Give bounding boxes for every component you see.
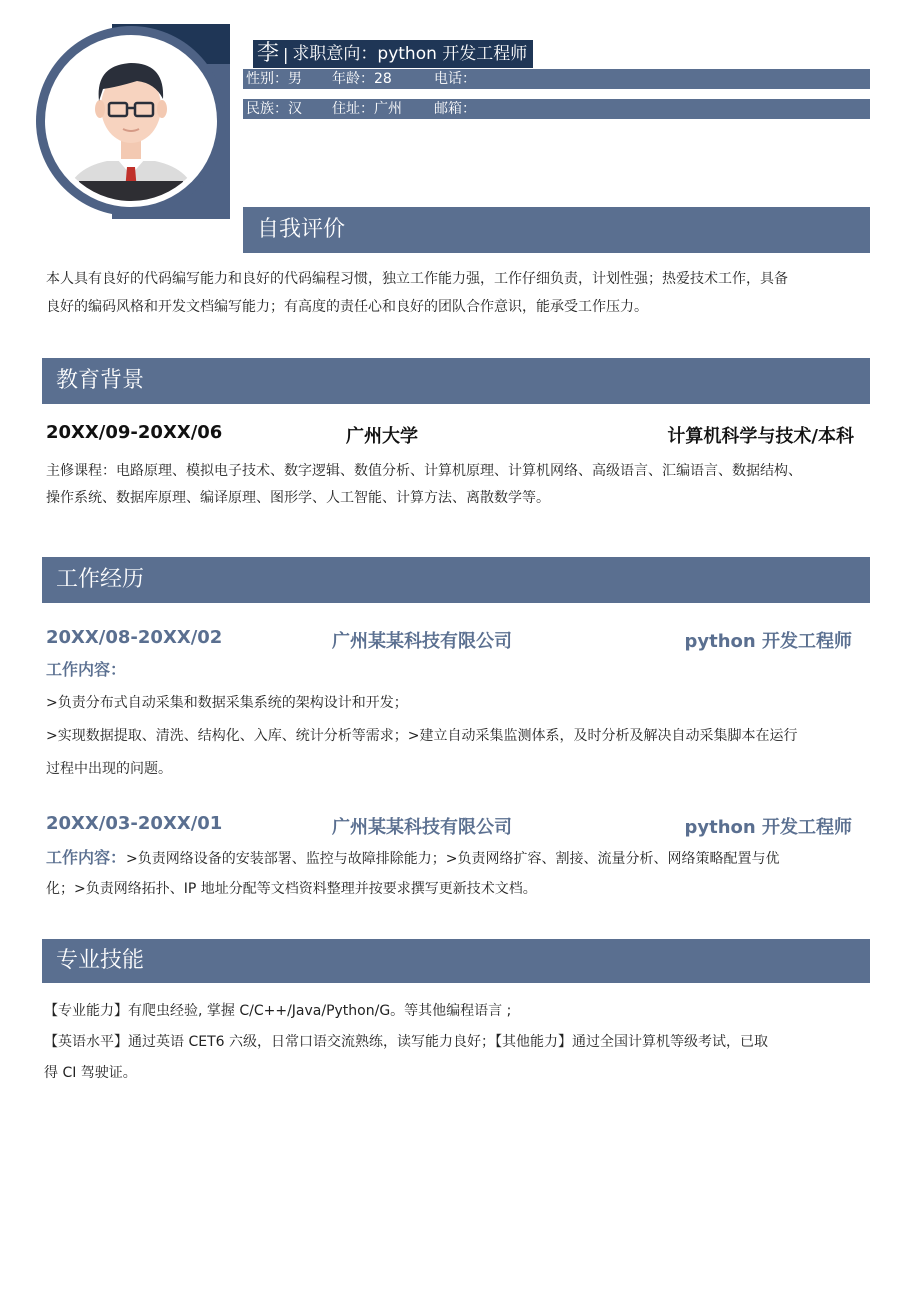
job-company: 广州某某科技有限公司	[332, 631, 512, 652]
education-school: 广州大学	[346, 426, 418, 447]
education-courses	[46, 458, 802, 512]
section-self-eval-title: 自我评价	[243, 207, 870, 253]
job-position: python 开发工程师	[684, 631, 852, 652]
job-period: 20XX/03-20XX/01	[46, 813, 223, 834]
skills-line: 【英语水平】通过英语 CET6 六级，日常口语交流熟练，读写能力良好；【其他能力】通过全国计算机等级考试，已取	[44, 1034, 768, 1050]
section-work-title: 工作经历	[42, 557, 870, 603]
name-bar	[253, 40, 533, 68]
courses-line: 操作系统、数据库原理、编译原理、图形学、人工智能、计算方法、离散数学等。	[46, 490, 550, 506]
skills-line: 得 CI 驾驶证。	[44, 1065, 137, 1081]
ethnicity-field: 民族：汉	[246, 101, 302, 117]
education-period: 20XX/09-20XX/06	[46, 422, 223, 443]
self-eval-text	[46, 265, 788, 321]
job-row-1	[46, 627, 858, 651]
courses-line: 主修课程：电路原理、模拟电子技术、数字逻辑、数值分析、计算机原理、计算机网络、高级语言、汇编语言、数据结构、	[46, 463, 802, 479]
job-content-line: 化；>负责网络拓扑、IP 地址分配等文档资料整理并按要求撰写更新技术文档。	[46, 881, 537, 897]
job-company: 广州某某科技有限公司	[332, 817, 512, 838]
section-skills-title: 专业技能	[42, 939, 870, 983]
address-field: 住址：广州	[332, 101, 402, 117]
avatar-illustration-icon	[51, 41, 211, 201]
name-separator: |	[283, 44, 289, 64]
section-education-title: 教育背景	[42, 358, 870, 404]
education-row	[46, 422, 858, 446]
job-intent: 求职意向：python 开发工程师	[292, 44, 528, 64]
job-content-line	[46, 843, 779, 874]
phone-field: 电话：	[434, 71, 476, 87]
self-eval-line: 良好的编码风格和开发文档编写能力；有高度的责任心和良好的团队合作意识，能承受工作压力。	[46, 299, 648, 315]
info-row-1	[243, 69, 870, 89]
skills-line: 【专业能力】有爬虫经验, 掌握 C/C++/Java/Python/G。等其他编程语言 ;	[44, 1003, 512, 1019]
photo-ring	[36, 26, 226, 216]
avatar	[45, 35, 217, 207]
education-major: 计算机科学与技术/本科	[667, 426, 854, 447]
candidate-surname: 李	[257, 41, 280, 66]
profile-photo	[36, 24, 230, 219]
age-field: 年龄：28	[332, 71, 392, 87]
email-field: 邮箱：	[434, 101, 476, 117]
job-content-label: 工作内容：	[46, 848, 127, 867]
job-period: 20XX/08-20XX/02	[46, 627, 223, 648]
job-content-line: >实现数据提取、清洗、结构化、入库、统计分析等需求；>建立自动采集监测体系，及时分析及解决自动采集脚本在运行	[46, 728, 798, 744]
job-content-text: >负责网络设备的安装部署、监控与故障排除能力；>负责网络扩容、割接、流量分析、网络策略配置与优	[126, 851, 780, 867]
job-2-content	[46, 843, 779, 904]
job-content-line: >负责分布式自动采集和数据采集系统的架构设计和开发；	[46, 695, 408, 711]
job-1-content	[46, 687, 797, 786]
job-content-line: 过程中出现的问题。	[46, 761, 172, 777]
info-row-2	[243, 99, 870, 119]
job-row-2	[46, 813, 858, 837]
gender-field: 性别：男	[246, 71, 302, 87]
job-content-label: 工作内容：	[46, 660, 127, 679]
self-eval-line: 本人具有良好的代码编写能力和良好的代码编程习惯，独立工作能力强，工作仔细负责，计划性强；热爱技术工作，具备	[46, 271, 788, 287]
job-position: python 开发工程师	[684, 817, 852, 838]
skills-text	[44, 996, 768, 1089]
